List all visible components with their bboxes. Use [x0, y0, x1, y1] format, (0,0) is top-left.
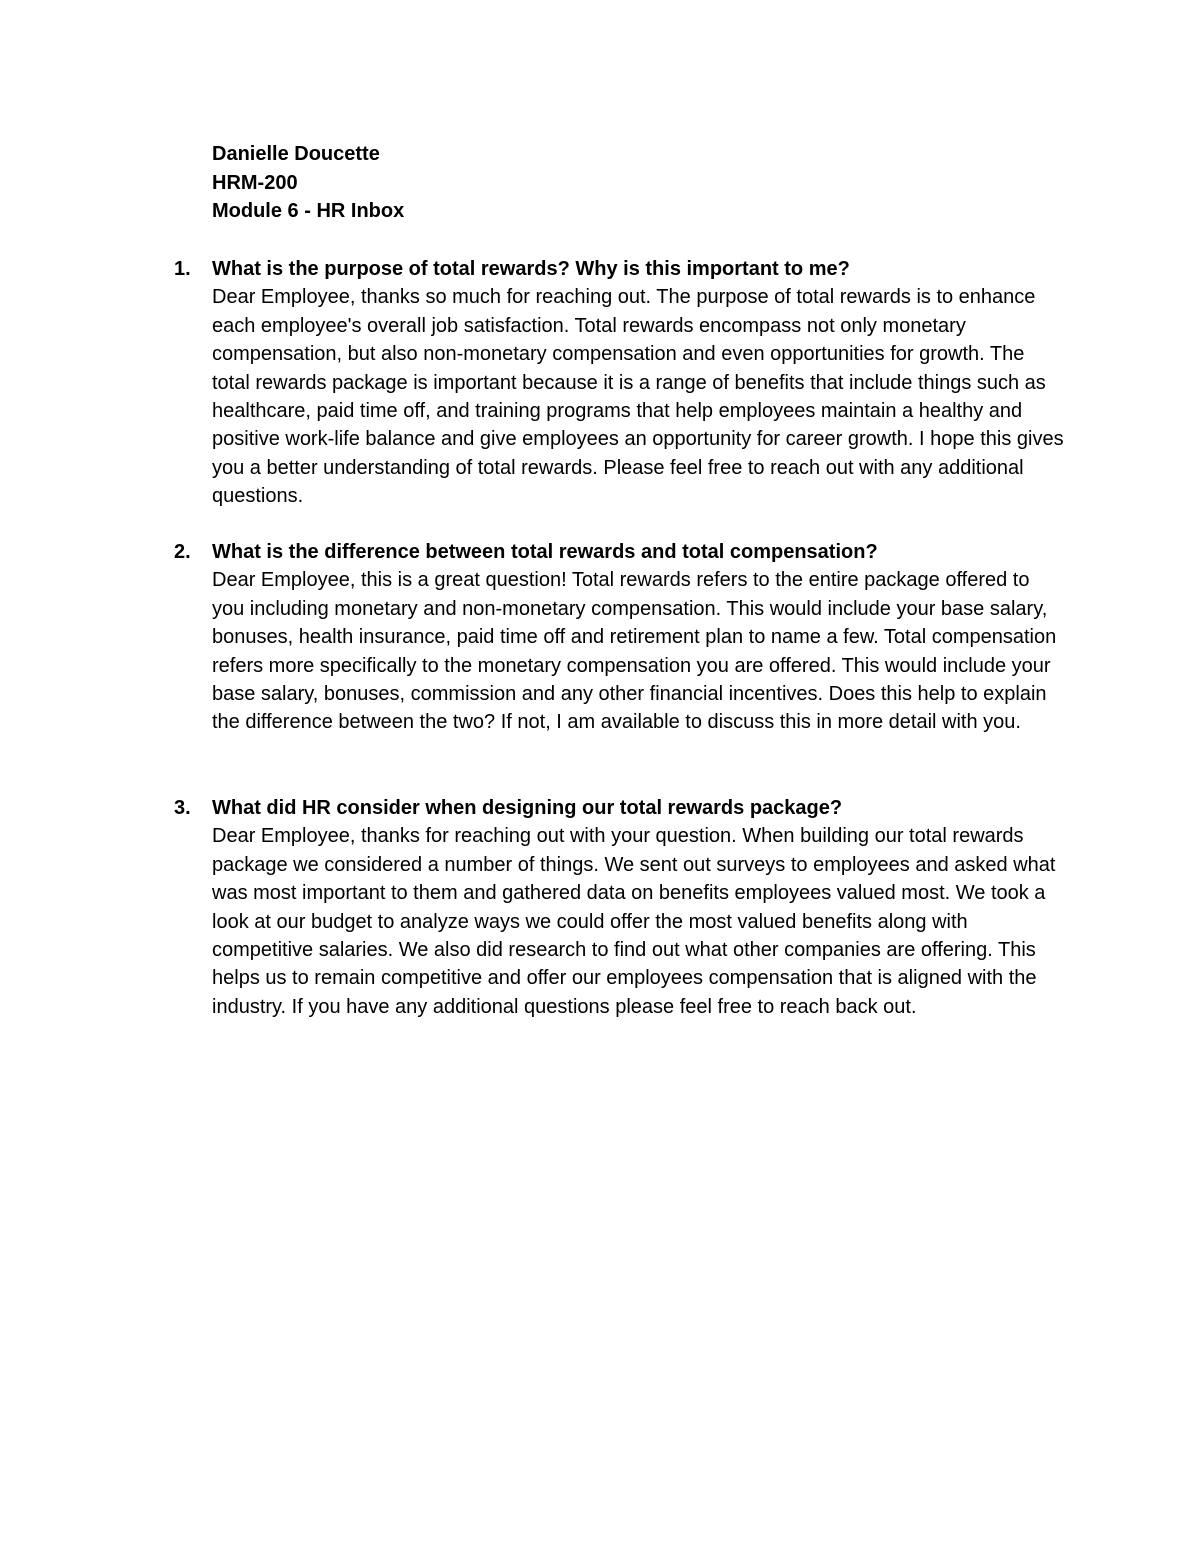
question-item	[174, 794, 1064, 1021]
answer-text: Dear Employee, thanks so much for reaching out. The purpose of total rewards is to enhance each employee's overall job satisfaction. Total rewards encompass not only monetary compensation, but also non-monetary compensation and even opportunities for growth. The total rewards package is important because it is a range of benefits that include things such as healthcare, paid time off, and training programs that help employees maintain a healthy and positive work-life balance and give employees an opportunity for career growth. I hope this gives you a better understanding of total rewards. Please feel free to reach out with any additional questions.	[212, 286, 1064, 508]
question-item	[174, 255, 1064, 511]
question-number: 2.	[174, 541, 191, 563]
answer-text: Dear Employee, this is a great question! Total rewards refers to the entire package offered to you including monetary and non-monetary compensation. This would include your base salary, bonuses, health insurance, paid time off and retirement plan to name a few. Total compensation refers more specifically to the monetary compensation you are offered. This would include your base salary, bonuses, commission and any other financial incentives. Does this help to explain the difference between the two? If not, I am available to discuss this in more detail with you.	[212, 569, 1057, 734]
question-item	[174, 538, 1064, 737]
question-text: What did HR consider when designing our total rewards package?	[212, 797, 843, 819]
question-number: 1.	[174, 258, 191, 280]
question-text: What is the purpose of total rewards? Why is this important to me?	[212, 258, 850, 280]
course-code: HRM-200	[212, 171, 298, 194]
question-text: What is the difference between total rewards and total compensation?	[212, 541, 878, 563]
question-number: 3.	[174, 797, 191, 819]
author-name: Danielle Doucette	[212, 143, 380, 165]
module-title: Module 6 - HR Inbox	[212, 200, 405, 222]
document-header	[212, 140, 404, 226]
answer-text: Dear Employee, thanks for reaching out with your question. When building our total rewards package we considered a number of things. We sent out surveys to employees and asked what was most important to them and gathered data on benefits employees valued most. We took a look at our budget to analyze ways we could offer the most valued benefits along with competitive salaries. We also did research to find out what other companies are offering. This helps us to remain competitive and offer our employees compensation that is aligned with the industry. If you have any additional questions please feel free to reach back out.	[212, 825, 1056, 1018]
